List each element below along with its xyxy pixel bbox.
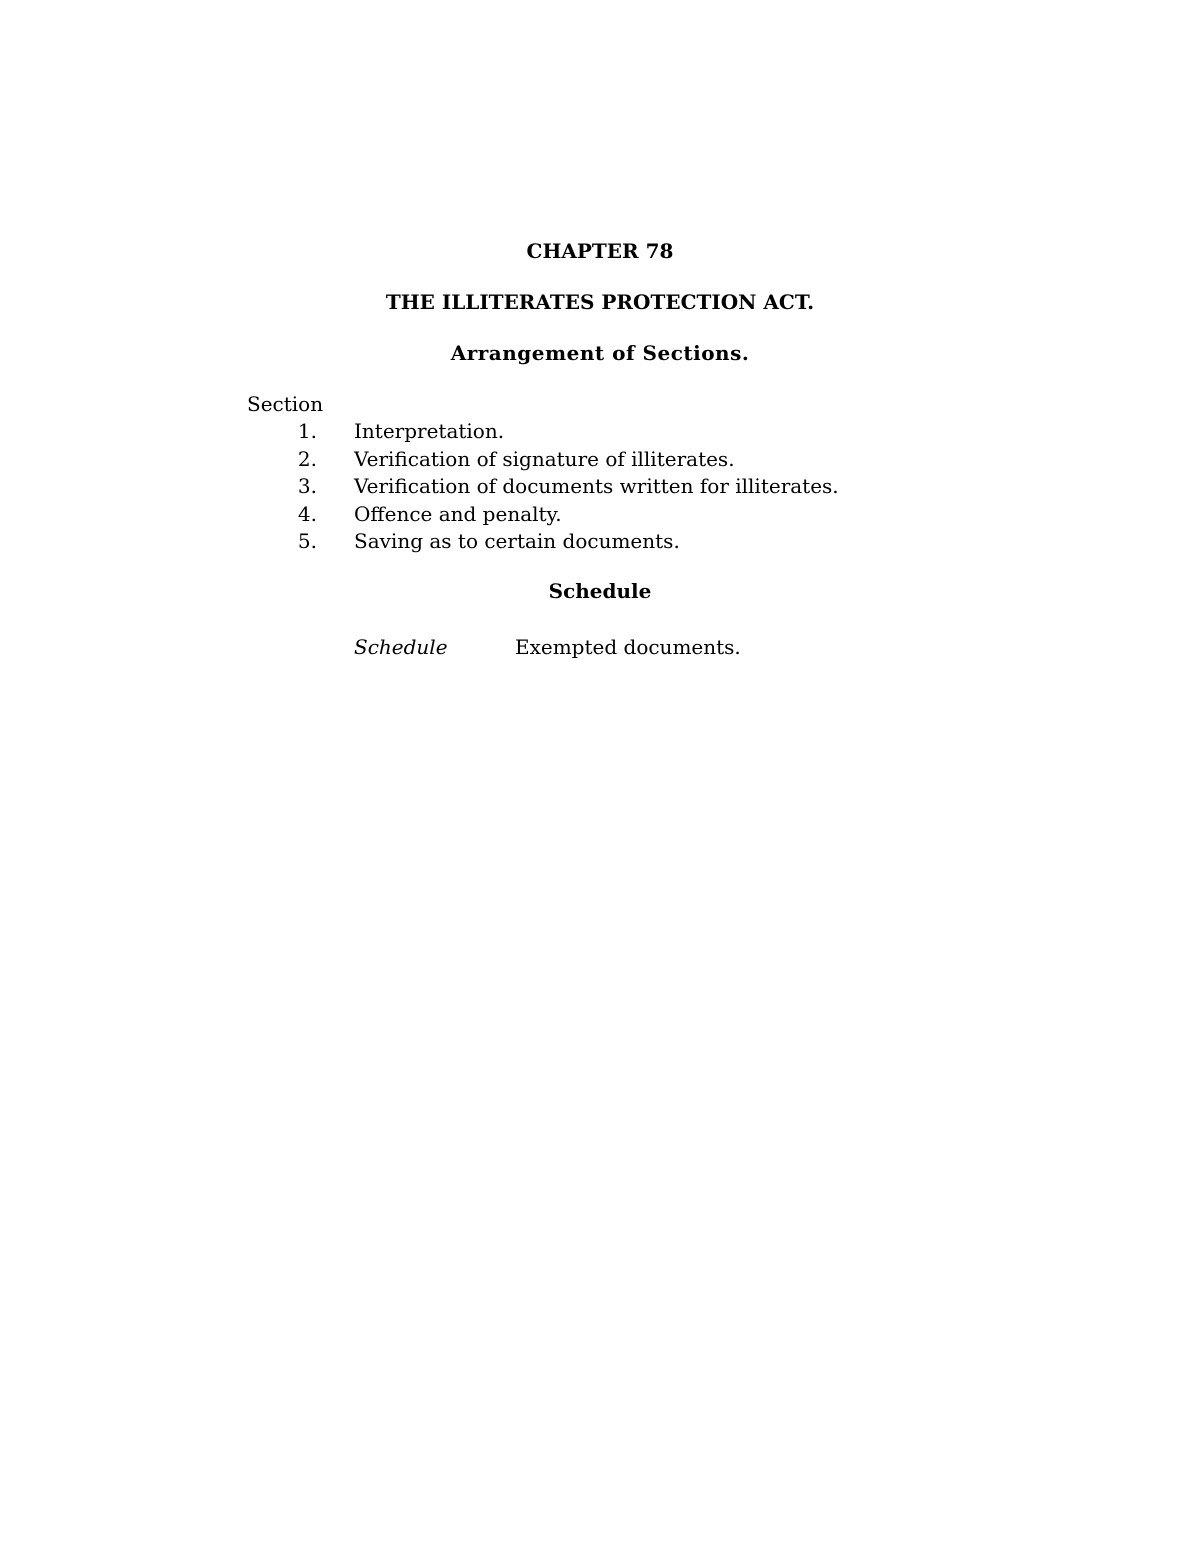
section-number: 1. [297, 419, 317, 443]
list-item [0, 501, 1200, 529]
section-column-label: Section [247, 392, 324, 416]
list-item [0, 418, 1200, 446]
list-item [0, 528, 1200, 556]
sections-list [0, 418, 1200, 556]
section-number: 5. [297, 529, 317, 553]
chapter-number: CHAPTER 78 [526, 239, 674, 263]
section-title: Saving as to certain documents. [354, 529, 680, 553]
list-item [0, 473, 1200, 501]
act-title: THE ILLITERATES PROTECTION ACT. [385, 290, 815, 314]
section-title: Offence and penalty. [354, 501, 562, 526]
schedule-entry [0, 634, 1200, 660]
section-number: 3. [297, 474, 317, 498]
section-title: Verification of documents written for illiterates. [354, 474, 839, 498]
schedule-description: Exempted documents. [515, 635, 741, 659]
section-title: Verification of signature of illiterates. [354, 446, 735, 471]
section-title: Interpretation. [354, 419, 505, 443]
section-number: 2. [297, 446, 317, 471]
schedule-name: Schedule [354, 635, 448, 659]
schedule-heading: Schedule [548, 579, 652, 603]
list-item [0, 446, 1200, 474]
section-number: 4. [297, 501, 317, 526]
arrangement-heading: Arrangement of Sections. [450, 341, 750, 365]
